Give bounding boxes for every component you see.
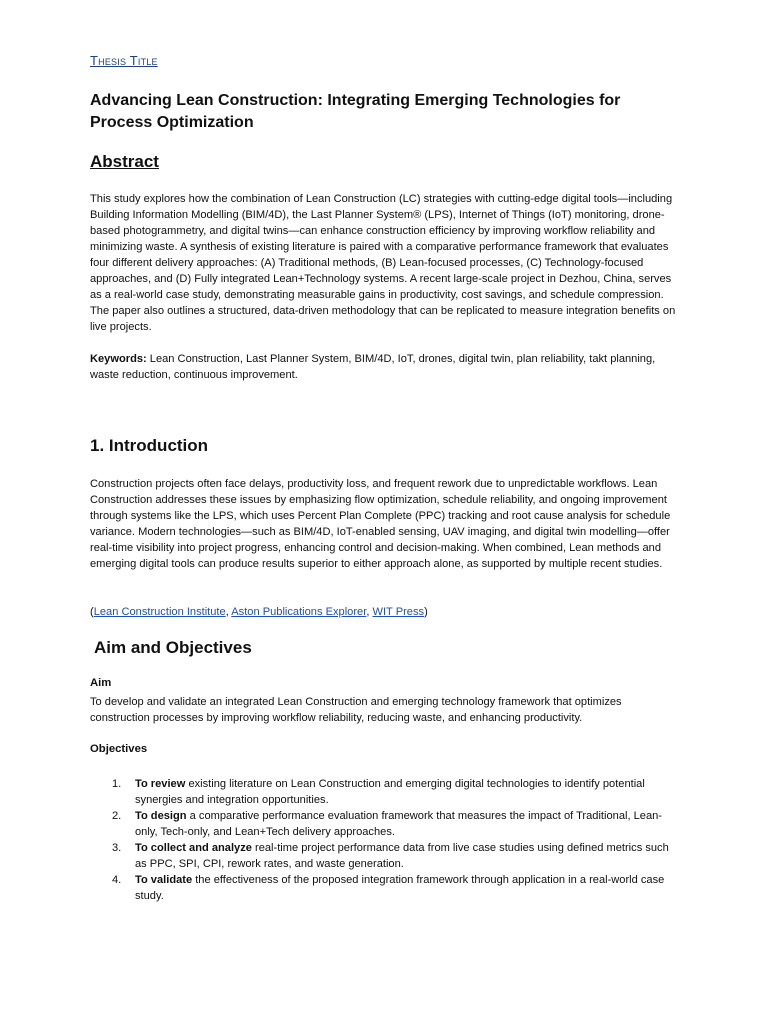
objective-item bbox=[90, 808, 678, 840]
objective-text: real-time project performance data from live case studies using defined metrics such as PPC, SPI, CPI, rework rates, and waste generation. bbox=[135, 842, 669, 870]
paper-title: Advancing Lean Construction: Integrating Emerging Technologies for Process Optimization bbox=[90, 92, 621, 131]
abstract-text: This study explores how the combination of Lean Construction (LC) strategies with cutting-edge digital tools—including Building Information Modelling (BIM/4D), the Last Planner System® (LPS), Internet of Things (IoT) monitoring, drone-based photogrammetry, and digital twins—can enhance construction efficiency by improving workflow reliability and minimizing waste. A synthesis of existing literature is paired with a comparative performance framework that evaluates four different delivery approaches: (A) Traditional methods, (B) Lean-focused processes, (C) Technology-focused approaches, and (D) Fully integrated Lean+Technology systems. A recent large-scale project in Dezhou, China, serves as a real-world case study, demonstrating measurable gains in productivity, cost savings, and schedule compression. The paper also outlines a structured, data-driven methodology that can be replicated to measure integration benefits on live projects. bbox=[90, 193, 676, 333]
objective-head: To review bbox=[135, 778, 186, 790]
link-separator: , bbox=[366, 606, 373, 618]
abstract-heading: Abstract bbox=[90, 152, 159, 171]
objective-text: the effectiveness of the proposed integration framework through application in a real-world case study. bbox=[135, 874, 665, 902]
objective-text: existing literature on Lean Construction and emerging digital technologies to identify potential synergies and integration opportunities. bbox=[135, 778, 645, 806]
paren-open: ( bbox=[90, 606, 94, 618]
objective-item bbox=[90, 872, 678, 904]
objective-item bbox=[90, 776, 678, 808]
aim-text: To develop and validate an integrated Lean Construction and emerging technology framework that optimizes construction processes by improving workflow reliability, reducing waste, and enhancing productivity. bbox=[90, 696, 622, 724]
objectives-label: Objectives bbox=[90, 743, 148, 755]
objective-number: 4. bbox=[112, 874, 122, 886]
link-lean-construction-institute[interactable]: Lean Construction Institute bbox=[93, 606, 226, 618]
introduction-text: Construction projects often face delays, productivity loss, and frequent rework due to unpredictable workflows. Lean Construction addresses these issues by emphasizing flow optimization, schedule reliability, and ongoing improvement through systems like the LPS, which uses Percent Plan Complete (PPC) tracking and root cause analysis for schedule variance. Modern technologies—such as BIM/4D, IoT-enabled sensing, UAV imaging, and digital twin modelling—offer real-time visibility into project progress, enhancing control and decision-making. When combined, Lean methods and emerging digital tools can produce results superior to either approach alone, as supported by multiple recent studies. bbox=[90, 478, 671, 570]
link-wit-press[interactable]: WIT Press bbox=[372, 606, 425, 618]
objectives-list bbox=[90, 776, 678, 904]
aim-label: Aim bbox=[90, 677, 112, 689]
keywords-paragraph bbox=[90, 351, 678, 383]
keywords-text: Lean Construction, Last Planner System, BIM/4D, IoT, drones, digital twin, plan reliability, takt planning, waste reduction, continuous improvement. bbox=[90, 353, 656, 381]
reference-links bbox=[90, 604, 678, 620]
paren-close: ) bbox=[424, 606, 428, 618]
objective-head: To collect and analyze bbox=[135, 842, 252, 854]
objective-number: 1. bbox=[112, 778, 122, 790]
objective-head: To design bbox=[135, 810, 187, 822]
aims-heading: Aim and Objectives bbox=[94, 638, 252, 657]
objective-item bbox=[90, 840, 678, 872]
link-aston-publications-explorer[interactable]: Aston Publications Explorer bbox=[231, 606, 367, 618]
keywords-label: Keywords: bbox=[90, 353, 147, 365]
introduction-heading: 1. Introduction bbox=[90, 436, 209, 455]
objective-number: 2. bbox=[112, 810, 122, 822]
objective-number: 3. bbox=[112, 842, 122, 854]
thesis-title-link[interactable]: Thesis Title bbox=[90, 53, 158, 68]
objective-head: To validate bbox=[135, 874, 193, 886]
link-separator: , bbox=[225, 606, 232, 618]
objective-text: a comparative performance evaluation framework that measures the impact of Traditional, Lean-only, Tech-only, and Lean+Tech delivery approaches. bbox=[135, 810, 662, 838]
